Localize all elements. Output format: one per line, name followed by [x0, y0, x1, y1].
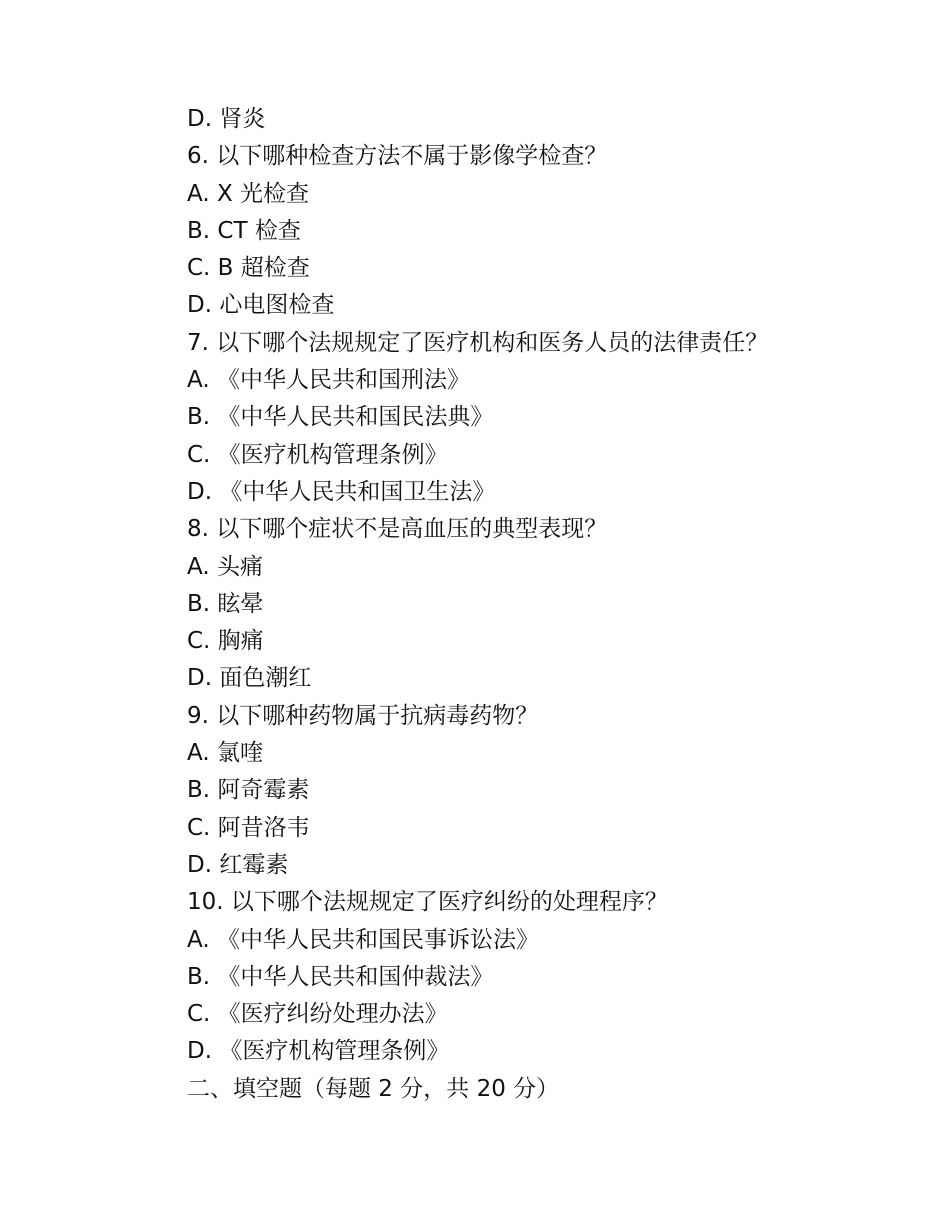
- question-9: 9. 以下哪种药物属于抗病毒药物？: [187, 702, 539, 729]
- option-6a: A. X 光检查: [187, 180, 310, 207]
- option-5d: D. 肾炎: [187, 106, 266, 132]
- option-6b: B. CT 检查: [187, 217, 301, 244]
- option-7d: D. 《中华人民共和国卫生法》: [187, 478, 496, 505]
- option-10b: B. 《中华人民共和国仲裁法》: [187, 963, 494, 990]
- option-9b: B. 阿奇霉素: [187, 777, 310, 804]
- option-8a: A. 头痛: [187, 553, 263, 580]
- option-7c: C. 《医疗机构管理条例》: [187, 441, 448, 468]
- option-6c: C. B 超检查: [187, 255, 310, 282]
- question-6: 6. 以下哪种检查方法不属于影像学检查？: [187, 143, 608, 170]
- option-8b: B. 眩晕: [187, 590, 264, 617]
- option-10c: C. 《医疗纠纷处理办法》: [187, 1001, 448, 1028]
- option-10d: D. 《医疗机构管理条例》: [187, 1038, 450, 1065]
- option-8c: C. 胸痛: [187, 628, 264, 655]
- section-heading-fill-in-the-blank: 二、填空题（每题 2 分，共 20 分）: [187, 1075, 560, 1102]
- question-8: 8. 以下哪个症状不是高血压的典型表现？: [187, 516, 608, 543]
- option-6d: D. 心电图检查: [187, 292, 335, 319]
- option-8d: D. 面色潮红: [187, 665, 312, 692]
- option-7b: B. 《中华人民共和国民法典》: [187, 404, 494, 431]
- option-7a: A. 《中华人民共和国刑法》: [187, 367, 470, 394]
- option-9d: D. 红霉素: [187, 851, 289, 878]
- option-9c: C. 阿昔洛韦: [187, 814, 310, 841]
- question-7: 7. 以下哪个法规规定了医疗机构和医务人员的法律责任？: [187, 329, 769, 356]
- option-9a: A. 氯喹: [187, 740, 263, 767]
- option-10a: A. 《中华人民共和国民事诉讼法》: [187, 926, 539, 953]
- document-body: [187, 101, 887, 1108]
- question-10: 10. 以下哪个法规规定了医疗纠纷的处理程序？: [187, 889, 668, 916]
